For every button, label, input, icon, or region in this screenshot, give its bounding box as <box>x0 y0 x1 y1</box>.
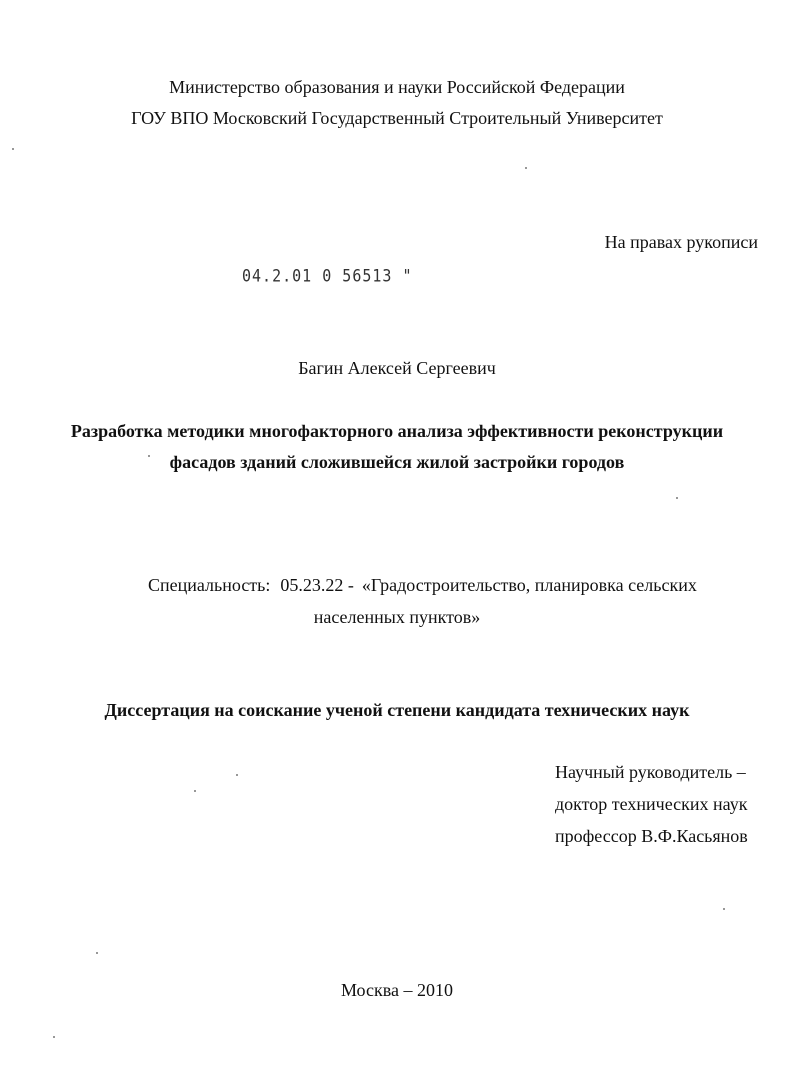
scan-speck <box>194 790 196 792</box>
scan-speck <box>676 497 678 499</box>
dissertation-note: Диссертация на соискание ученой степени кандидата технических наук <box>104 700 690 720</box>
ministry-line: Министерство образования и науки Российской Федерации <box>169 77 625 97</box>
dissertation-title-line-1: Разработка методики многофакторного анализа эффективности реконструкции <box>70 421 724 441</box>
manuscript-note: На правах рукописи <box>604 232 758 252</box>
author-name: Багин Алексей Сергеевич <box>298 358 496 378</box>
dissertation-title-line-2: фасадов зданий сложившейся жилой застройки городов <box>169 452 625 472</box>
scan-speck <box>236 774 238 776</box>
supervisor-line-3: профессор В.Ф.Касьянов <box>555 826 748 846</box>
scan-speck <box>96 952 98 954</box>
supervisor-line-1: Научный руководитель – <box>555 762 746 782</box>
city-year: Москва – 2010 <box>341 980 453 1000</box>
scan-speck <box>12 148 14 150</box>
scan-speck <box>53 1036 55 1038</box>
specialty-name-line-1: «Градостроительство, планировка сельских <box>361 575 697 595</box>
specialty-label: Специальность: <box>148 575 271 595</box>
specialty-line <box>148 574 697 596</box>
university-line: ГОУ ВПО Московский Государственный Строительный Университет <box>131 108 663 128</box>
supervisor-line-2: доктор технических наук <box>555 794 748 814</box>
scan-speck <box>148 455 150 457</box>
scan-speck <box>525 167 527 169</box>
specialty-name-line-2: населенных пунктов» <box>313 607 481 627</box>
scan-speck <box>723 908 725 910</box>
archive-stamp-number: 04.2.01 0 56513 " <box>242 265 413 286</box>
specialty-code: 05.23.22 - <box>280 575 354 595</box>
